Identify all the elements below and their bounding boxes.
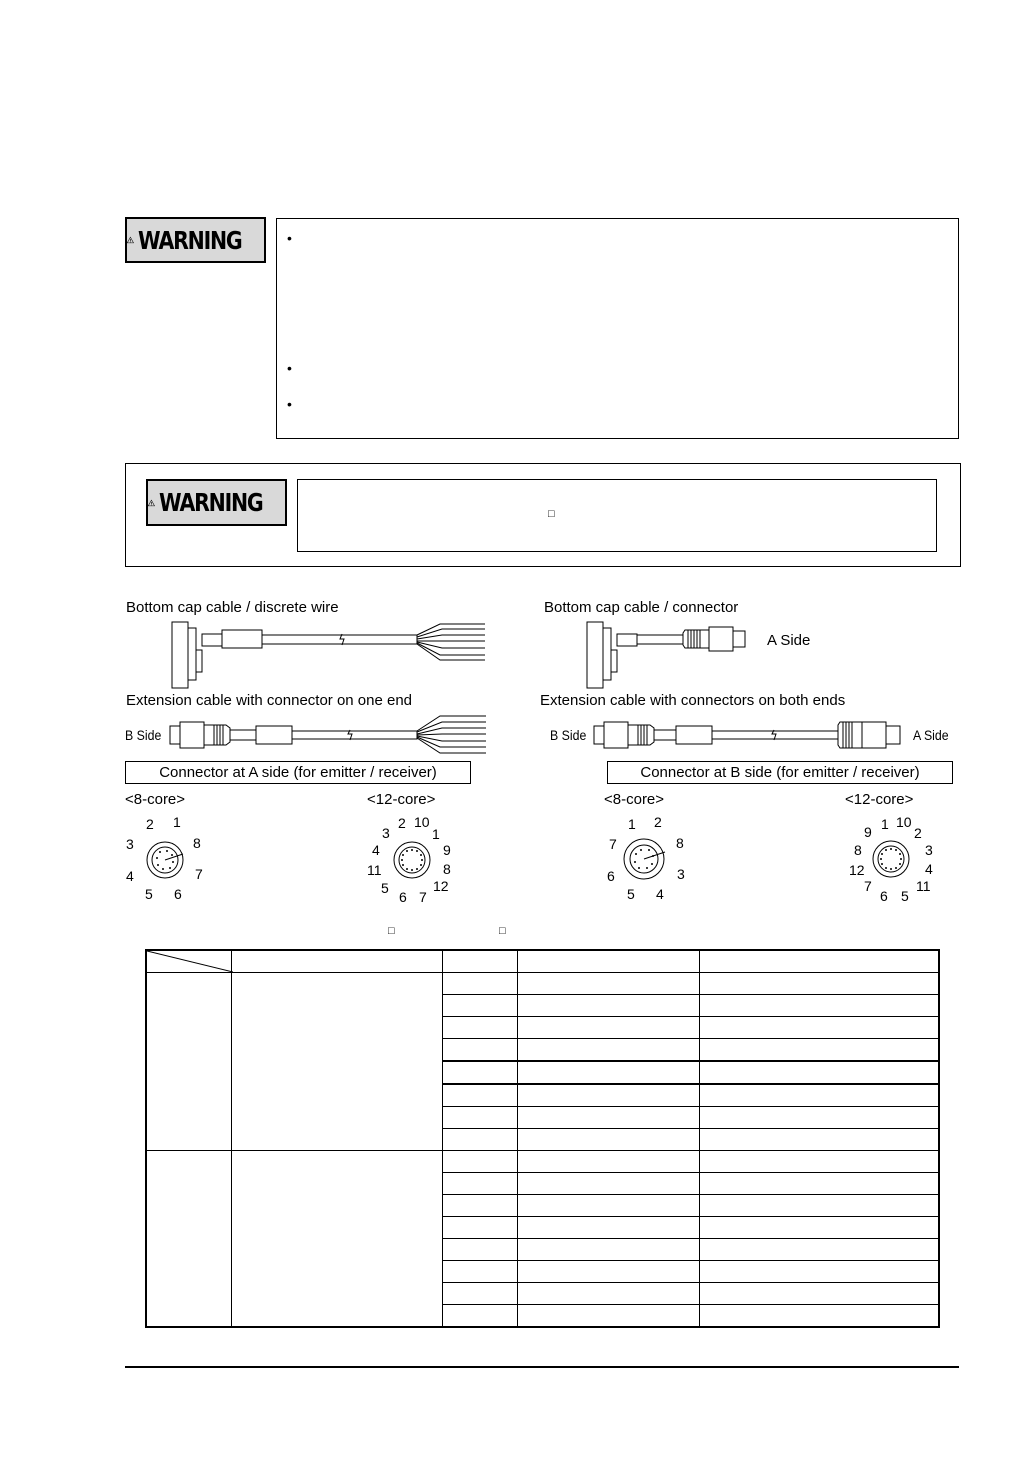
pin-label: 7 <box>195 866 203 882</box>
connector-a-12core-label: <12-core> <box>367 791 436 808</box>
pin-label: 10 <box>896 814 912 830</box>
pin-label: 7 <box>864 878 872 894</box>
warning-triangle-icon <box>127 227 134 253</box>
pin-label: 2 <box>146 816 154 832</box>
pin-label: 9 <box>864 824 872 840</box>
pin-label: 8 <box>854 842 862 858</box>
cable-drawing-cap-connector <box>585 620 765 690</box>
table-corner-cell <box>146 950 232 973</box>
pin-label: 8 <box>443 861 451 877</box>
pin-label: 6 <box>880 888 888 904</box>
b-side-label: B Side <box>125 727 162 743</box>
connector-b-title-box <box>607 761 953 784</box>
connector-a-12core-diagram <box>390 838 434 882</box>
group-desc-cell-a <box>232 973 442 1151</box>
warning-label: WARNING <box>158 488 263 517</box>
pin-label: 4 <box>372 842 380 858</box>
cable-drawing-ext-one-end <box>168 712 490 757</box>
connector-a-title-box <box>125 761 471 784</box>
pin-label: 11 <box>367 862 382 878</box>
pin-label: 5 <box>901 888 909 904</box>
warning-text-box-1 <box>276 218 959 439</box>
connector-b-8core-label: <8-core> <box>604 791 665 808</box>
pin-label: 5 <box>381 880 389 896</box>
warning-text-box-2 <box>297 479 937 552</box>
connector-b-8core-diagram <box>621 836 667 882</box>
group-desc-cell-b <box>232 1151 442 1328</box>
pin-label: 1 <box>173 814 181 830</box>
connector-b-title: Connector at B side (for emitter / receiver) <box>640 764 920 781</box>
bullet-2: • <box>287 360 292 376</box>
pin-label: 5 <box>627 886 635 902</box>
group-cell-a <box>146 973 232 1151</box>
table-row <box>146 973 939 995</box>
pin-label: 4 <box>925 861 933 877</box>
cable-drawing-discrete-wire <box>150 620 490 690</box>
pin-label: 6 <box>607 868 615 884</box>
pin-label: 6 <box>399 889 407 905</box>
table-header-row <box>146 950 939 973</box>
pin-label: 9 <box>443 842 451 858</box>
pin-label: 3 <box>382 825 390 841</box>
cable-caption-ext-both-ends: Extension cable with connectors on both ends <box>540 692 846 709</box>
pin-label: 4 <box>656 886 664 902</box>
pin-label: 3 <box>925 842 933 858</box>
table-row <box>146 1151 939 1173</box>
b-side-label: B Side <box>550 727 587 743</box>
pin-label: 2 <box>398 815 406 831</box>
checkbox-glyph: □ <box>548 508 555 520</box>
pin-label: 8 <box>676 835 684 851</box>
wiring-table <box>145 949 940 1328</box>
diagonal-divider <box>147 951 233 972</box>
cable-caption-ext-one-end: Extension cable with connector on one end <box>126 692 413 709</box>
pin-label: 1 <box>881 816 889 832</box>
warning-label: WARNING <box>137 225 242 255</box>
warning-badge-1 <box>125 217 266 263</box>
cable-caption-bottom-cap-connector: Bottom cap cable / connector <box>544 599 739 616</box>
group-cell-b <box>146 1151 232 1328</box>
bullet-3: • <box>287 396 292 412</box>
a-side-label: A Side <box>767 632 811 649</box>
pin-label: 11 <box>916 878 931 894</box>
pin-label: 12 <box>849 862 865 878</box>
pin-label: 8 <box>193 835 201 851</box>
connector-b-12core-diagram <box>869 837 913 881</box>
connector-a-title: Connector at A side (for emitter / receiver) <box>159 764 437 781</box>
pin-label: 1 <box>432 826 440 842</box>
pin-label: 6 <box>174 886 182 902</box>
connector-a-8core-label: <8-core> <box>125 791 186 808</box>
a-side-label: A Side <box>913 727 949 743</box>
bullet-1: • <box>287 230 292 246</box>
warning-triangle-icon <box>148 490 155 516</box>
connector-a-8core-diagram <box>143 838 187 882</box>
cable-drawing-ext-both-ends <box>592 712 912 757</box>
pin-label: 5 <box>145 886 153 902</box>
cable-caption-bottom-cap-discrete: Bottom cap cable / discrete wire <box>126 599 339 616</box>
footer-rule <box>125 1366 959 1368</box>
pin-label: 12 <box>433 878 449 894</box>
pin-label: 7 <box>609 836 617 852</box>
pin-label: 7 <box>419 889 427 905</box>
pin-label: 10 <box>414 814 430 830</box>
pin-label: 1 <box>628 816 636 832</box>
pin-label: 3 <box>677 866 685 882</box>
connector-b-12core-label: <12-core> <box>845 791 914 808</box>
checkbox-glyph: □ <box>499 925 506 937</box>
pin-label: 2 <box>914 825 922 841</box>
checkbox-glyph: □ <box>388 925 395 937</box>
pin-label: 2 <box>654 814 662 830</box>
pin-label: 3 <box>126 836 134 852</box>
pin-label: 4 <box>126 868 134 884</box>
warning-badge-2 <box>146 479 287 526</box>
